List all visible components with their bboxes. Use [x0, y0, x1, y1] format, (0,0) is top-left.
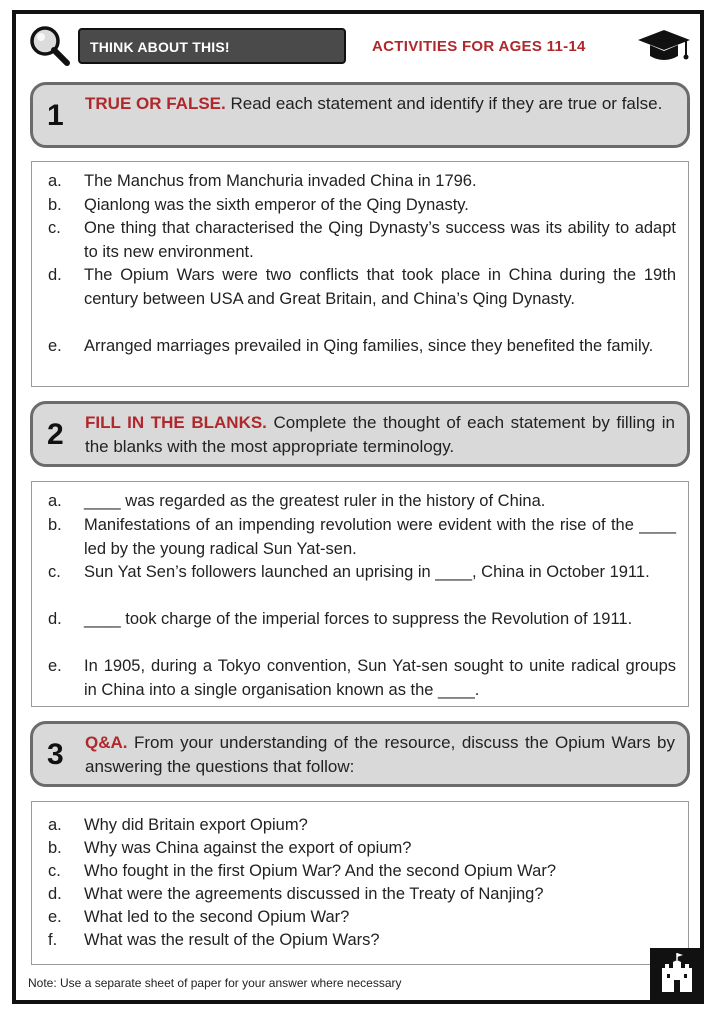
castle-icon	[650, 948, 704, 1004]
section-instruction	[85, 411, 675, 459]
item-letter: d.	[48, 266, 62, 284]
item-text: One thing that characterised the Qing Dynasty’s success was its ability to adapt to its new environment.	[84, 219, 676, 261]
section-3-items	[31, 801, 689, 965]
item-letter: b.	[48, 516, 62, 534]
section-1-header	[30, 82, 690, 148]
item-letter: a.	[48, 172, 62, 190]
item-letter: e.	[48, 908, 62, 926]
section-title: FILL IN THE BLANKS.	[85, 413, 267, 432]
item-letter: d.	[48, 885, 62, 903]
section-number: 1	[47, 99, 64, 132]
section-2-items	[31, 481, 689, 707]
item-text: The Opium Wars were two conflicts that took place in China during the 19th century between USA and Great Britain, and China’s Qing Dynasty.	[84, 266, 676, 308]
item-letter: c.	[48, 563, 61, 581]
item-text: Why did Britain export Opium?	[84, 816, 308, 834]
item-letter: b.	[48, 196, 62, 214]
section-instruction-text: Complete the thought of each statement by filling in the blanks with the most appropriate terminology.	[85, 413, 675, 456]
item-text: What was the result of the Opium Wars?	[84, 931, 380, 949]
item-text: Qianlong was the sixth emperor of the Qing Dynasty.	[84, 196, 469, 214]
item-letter: f.	[48, 931, 58, 949]
section-1-items	[31, 161, 689, 387]
section-number: 3	[47, 738, 64, 771]
item-text: Why was China against the export of opium?	[84, 839, 412, 857]
footer-note: Note: Use a separate sheet of paper for your answer where necessary	[28, 976, 402, 990]
item-text: Who fought in the first Opium War? And the second Opium War?	[84, 862, 556, 880]
banner-text: THINK ABOUT THIS!	[90, 39, 230, 55]
section-instruction	[85, 731, 675, 779]
item-letter: e.	[48, 657, 62, 675]
graduation-cap-icon	[636, 26, 692, 66]
item-text: Sun Yat Sen’s followers launched an uprising in ____, China in October 1911.	[84, 563, 650, 581]
castle-icon-tab	[650, 948, 704, 1004]
section-instruction-text: Read each statement and identify if they are true or false.	[230, 94, 663, 113]
ages-label: ACTIVITIES FOR AGES 11-14	[372, 38, 586, 55]
magnifying-glass-icon	[28, 24, 70, 66]
item-text: The Manchus from Manchuria invaded China in 1796.	[84, 172, 477, 190]
item-text: ____ took charge of the imperial forces to suppress the Revolution of 1911.	[84, 610, 633, 628]
item-text: Arranged marriages prevailed in Qing families, since they benefited the family.	[84, 337, 654, 355]
section-instruction	[85, 92, 675, 116]
section-instruction-text: From your understanding of the resource, discuss the Opium Wars by answering the questions that follow:	[85, 733, 675, 776]
section-title: Q&A.	[85, 733, 128, 752]
item-letter: c.	[48, 219, 61, 237]
item-letter: d.	[48, 610, 62, 628]
item-text: ____ was regarded as the greatest ruler in the history of China.	[84, 492, 546, 510]
item-letter: c.	[48, 862, 61, 880]
item-letter: b.	[48, 839, 62, 857]
section-title: TRUE OR FALSE.	[85, 94, 226, 113]
item-letter: e.	[48, 337, 62, 355]
section-2-header	[30, 401, 690, 467]
item-letter: a.	[48, 492, 62, 510]
section-3-header	[30, 721, 690, 787]
item-letter: a.	[48, 816, 62, 834]
item-text: In 1905, during a Tokyo convention, Sun Yat-sen sought to unite radical groups in China into a single organisation known as the ____.	[84, 657, 676, 699]
think-about-this-banner	[78, 28, 346, 64]
item-text: Manifestations of an impending revolution were evident with the rise of the ____ led by the young radical Sun Yat-sen.	[84, 516, 676, 558]
item-text: What led to the second Opium War?	[84, 908, 350, 926]
item-text: What were the agreements discussed in the Treaty of Nanjing?	[84, 885, 544, 903]
section-number: 2	[47, 418, 64, 451]
